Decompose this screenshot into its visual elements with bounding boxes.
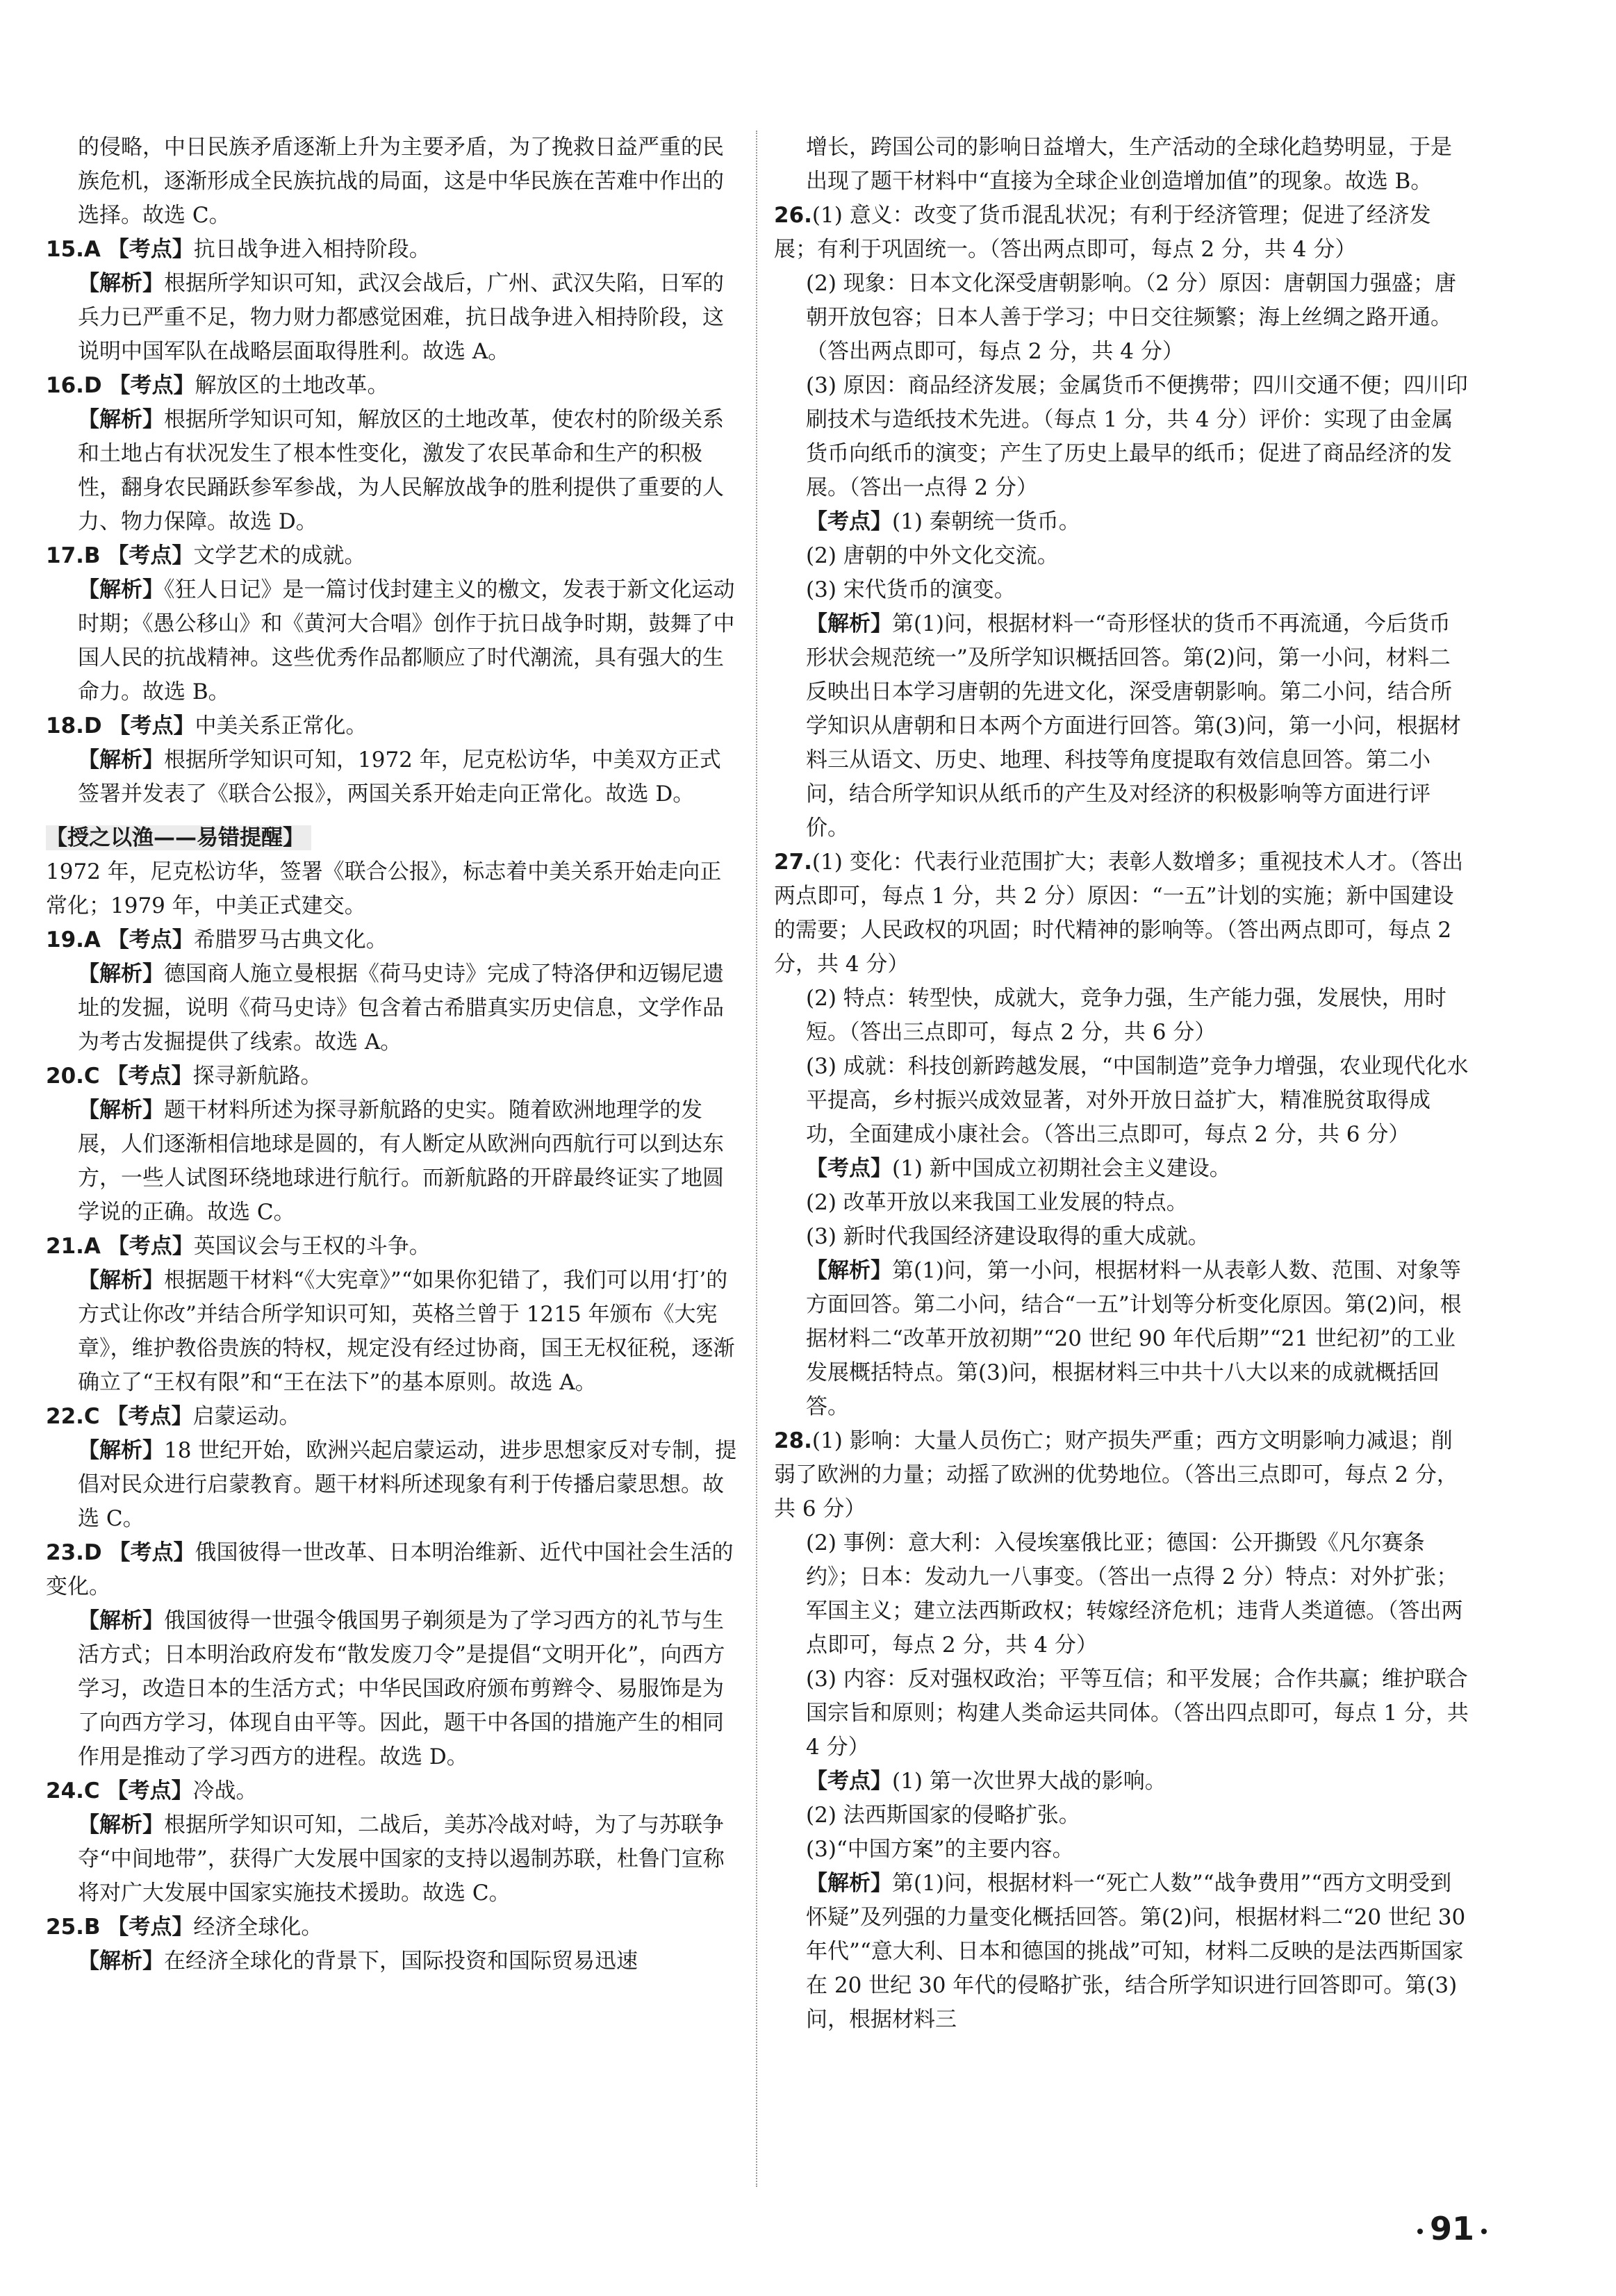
- kaodian-text: 中美关系正常化。: [195, 713, 368, 738]
- answer-number: 28.: [774, 1428, 812, 1453]
- kaodian-item: (2) 唐朝的中外文化交流。: [806, 543, 1059, 568]
- kaodian-label: 【考点】: [806, 1769, 892, 1794]
- jiexi-text: 俄国彼得一世强令俄国男子剃须是为了学习西方的礼节与生活方式；日本明治政府发布“散发废刀令”是提倡“文明开化”，向西方学习，改造日本的生活方式；中华民国政府颁布剪辫令、易服饰是为了向西方学习，体现自由平等。因此，题干中各国的措施产生的相同作用是推动了学习西方的进程。故选 D。: [78, 1608, 725, 1769]
- jiexi-label: 【解析】: [78, 1438, 164, 1463]
- answer-27: [774, 845, 1469, 1424]
- jiexi-text: 第(1)问，根据材料一“奇形怪状的货币不再流通，今后货币形状会规范统一”及所学知识概括回答。第(2)问，第一小问，材料二反映出日本学习唐朝的先进文化，深受唐朝影响。第二小问，结合所学知识从唐朝和日本两个方面进行回答。第(3)问，第一小问，根据材料三从语文、历史、地理、科技等角度提取有效信息回答。第二小问，结合所学知识从纸币的产生及对经济的积极影响等方面进行评价。: [806, 611, 1461, 841]
- kaodian-item: (2) 法西斯国家的侵略扩张。: [806, 1803, 1080, 1828]
- jiexi-label: 【解析】: [78, 1268, 164, 1293]
- answer-number: 15.A: [46, 237, 101, 262]
- answer-number: 16.D: [46, 373, 102, 398]
- jiexi-label: 【解析】: [806, 1258, 892, 1283]
- answer-20: [46, 1059, 741, 1230]
- jiexi-label: 【解析】: [806, 611, 892, 636]
- answer-number: 26.: [774, 203, 812, 228]
- answer-number: 17.B: [46, 543, 101, 568]
- kaodian-item: (1) 新中国成立初期社会主义建设。: [892, 1156, 1231, 1181]
- jiexi-label: 【解析】: [78, 1098, 164, 1123]
- error-tip-box: [46, 821, 741, 923]
- kaodian-text: 冷战。: [192, 1778, 258, 1803]
- right-column: [774, 131, 1469, 2037]
- jiexi-text: 根据所学知识可知，1972 年，尼克松访华，中美双方正式签署并发表了《联合公报》，两国关系开始走向正常化。故选 D。: [78, 748, 721, 807]
- answer-number: 21.A: [46, 1234, 101, 1259]
- kaodian-text: 希腊罗马古典文化。: [193, 927, 388, 952]
- jiexi-label: 【解析】: [78, 748, 164, 773]
- jiexi-label: 【解析】: [78, 271, 164, 296]
- kaodian-label: 【考点】: [107, 237, 194, 262]
- answer-part-1: (1) 变化：代表行业范围扩大；表彰人数增多；重视技术人才。（答出两点即可，每点 1 分，共 2 分）原因：“一五”计划的实施；新中国建设的需要；人民政权的巩固；时代精神的影响等。（答出两点即可，每点 2 分，共 4 分）: [774, 850, 1464, 977]
- kaodian-item: (1) 秦朝统一货币。: [892, 509, 1080, 534]
- answer-part-3: (3) 原因：商品经济发展；金属货币不便携带；四川交通不便；四川印刷技术与造纸技术先进。（每点 1 分，共 4 分）评价：实现了由金属货币向纸币的演变；产生了历史上最早的纸币；促进了商品经济的发展。（答出一点得 2 分）: [806, 373, 1468, 500]
- jiexi-text: 18 世纪开始，欧洲兴起启蒙运动，进步思想家反对专制，提倡对民众进行启蒙教育。题干材料所述现象有利于传播启蒙思想。故选 C。: [78, 1438, 737, 1531]
- jiexi-label: 【解析】: [78, 1812, 164, 1837]
- answer-17: [46, 539, 741, 709]
- answer-number: 23.D: [46, 1540, 102, 1565]
- kaodian-text: 俄国彼得一世改革、日本明治维新、近代中国社会生活的变化。: [46, 1540, 734, 1599]
- error-tip-text: 1972 年，尼克松访华，签署《联合公报》，标志着中美关系开始走向正常化；1979 年，中美正式建交。: [46, 859, 722, 918]
- kaodian-label: 【考点】: [107, 543, 194, 568]
- answer-part-2: (2) 现象：日本文化深受唐朝影响。（2 分）原因：唐朝国力强盛；唐朝开放包容；日本人善于学习；中日交往频繁；海上丝绸之路开通。（答出两点即可，每点 2 分，共 4 分）: [806, 271, 1456, 364]
- jiexi-text: 根据所学知识可知，二战后，美苏冷战对峙，为了与苏联争夺“中间地带”，获得广大发展中国家的支持以遏制苏联，杜鲁门宣称将对广大发展中国家实施技术援助。故选 C。: [78, 1812, 725, 1906]
- answer-part-1: (1) 影响：大量人员伤亡；财产损失严重；西方文明影响力减退；削弱了欧洲的力量；动摇了欧洲的优势地位。（答出三点即可，每点 2 分，共 6 分）: [774, 1428, 1458, 1521]
- answer-26: [774, 199, 1469, 845]
- jiexi-label: 【解析】: [78, 961, 164, 986]
- answer-number: 18.D: [46, 713, 102, 738]
- answer-19: [46, 923, 741, 1059]
- kaodian-label: 【考点】: [107, 927, 194, 952]
- kaodian-label: 【考点】: [107, 1915, 194, 1940]
- answer-number: 25.B: [46, 1915, 101, 1940]
- kaodian-item: (1) 第一次世界大战的影响。: [892, 1769, 1166, 1794]
- answer-23: [46, 1536, 741, 1774]
- kaodian-text: 文学艺术的成就。: [193, 543, 366, 568]
- answer-part-2: (2) 特点：转型快，成就大，竞争力强，生产能力强，发展快，用时短。（答出三点即可，每点 2 分，共 6 分）: [806, 986, 1446, 1045]
- kaodian-label: 【考点】: [806, 509, 892, 534]
- kaodian-label: 【考点】: [108, 1540, 195, 1565]
- jiexi-label: 【解析】: [78, 1608, 164, 1633]
- kaodian-label: 【考点】: [107, 1234, 194, 1259]
- column-divider: [756, 131, 757, 2187]
- jiexi-text: 在经济全球化的背景下，国际投资和国际贸易迅速: [164, 1949, 638, 1974]
- left-column: [46, 131, 741, 1979]
- kaodian-text: 解放区的土地改革。: [195, 373, 389, 398]
- answer-22: [46, 1400, 741, 1536]
- kaodian-label: 【考点】: [806, 1156, 892, 1181]
- intro-paragraph: 的侵略，中日民族矛盾逐渐上升为主要矛盾，为了挽救日益严重的民族危机，逐渐形成全民族抗战的局面，这是中华民族在苦难中作出的选择。故选 C。: [78, 135, 724, 228]
- error-tip-heading: 【授之以渔——易错提醒】: [46, 825, 311, 850]
- jiexi-label: 【解析】: [78, 1949, 164, 1974]
- jiexi-text: 根据所学知识可知，武汉会战后，广州、武汉失陷，日军的兵力已严重不足，物力财力都感觉困难，抗日战争进入相持阶段，这说明中国军队在战略层面取得胜利。故选 A。: [78, 271, 724, 364]
- kaodian-item: (2) 改革开放以来我国工业发展的特点。: [806, 1190, 1188, 1215]
- answer-24: [46, 1774, 741, 1910]
- jiexi-text: 根据题干材料“《大宪章》”“如果你犯错了，我们可以用‘打’的方式让你改”并结合所学知识可知，英格兰曾于 1215 年颁布《大宪章》，维护教俗贵族的特权，规定没有经过协商，国王无权征税，逐渐确立了“王权有限”和“王在法下”的基本原则。故选 A。: [78, 1268, 735, 1395]
- answer-number: 24.C: [46, 1778, 100, 1803]
- page-number: [1410, 2208, 1494, 2249]
- bullet-dot-icon: [1481, 2229, 1487, 2234]
- kaodian-label: 【考点】: [108, 373, 195, 398]
- jiexi-label: 【解析】: [78, 577, 164, 602]
- kaodian-text: 经济全球化。: [193, 1915, 323, 1940]
- kaodian-item: (3) 宋代货币的演变。: [806, 577, 1016, 602]
- kaodian-label: 【考点】: [108, 713, 195, 738]
- jiexi-text: 《狂人日记》是一篇讨伐封建主义的檄文，发表于新文化运动时期；《愚公移山》和《黄河大合唱》创作于抗日战争时期，鼓舞了中国人民的抗战精神。这些优秀作品都顺应了时代潮流，具有强大的生命力。故选 B。: [78, 577, 735, 704]
- jiexi-label: 【解析】: [806, 1871, 892, 1896]
- kaodian-item: (3) 新时代我国经济建设取得的重大成就。: [806, 1224, 1210, 1249]
- answer-25: [46, 1910, 741, 1979]
- bullet-dot-icon: [1417, 2229, 1423, 2234]
- answer-part-3: (3) 成就：科技创新跨越发展，“中国制造”竞争力增强，农业现代化水平提高，乡村振兴成效显著，对外开放日益扩大，精准脱贫取得成功，全面建成小康社会。（答出三点即可，每点 2 分，共 6 分）: [806, 1054, 1469, 1147]
- kaodian-text: 抗日战争进入相持阶段。: [193, 237, 431, 262]
- answer-21: [46, 1230, 741, 1400]
- kaodian-text: 英国议会与王权的斗争。: [193, 1234, 431, 1259]
- answer-number: 22.C: [46, 1404, 100, 1429]
- kaodian-item: (3)“中国方案”的主要内容。: [806, 1837, 1074, 1862]
- kaodian-text: 启蒙运动。: [192, 1404, 301, 1429]
- kaodian-label: 【考点】: [106, 1404, 193, 1429]
- answer-number: 27.: [774, 850, 812, 875]
- answer-part-1: (1) 意义：改变了货币混乱状况；有利于经济管理；促进了经济发展；有利于巩固统一。（答出两点即可，每点 2 分，共 4 分）: [774, 203, 1431, 262]
- answer-part-2: (2) 事例：意大利：入侵埃塞俄比亚；德国：公开撕毁《凡尔赛条约》；日本：发动九一八事变。（答出一点得 2 分）特点：对外扩张；军国主义；建立法西斯政权；转嫁经济危机；违背人类道德。（答出两点即可，每点 2 分，共 4 分）: [806, 1530, 1463, 1658]
- jiexi-text: 根据所学知识可知，解放区的土地改革，使农村的阶级关系和土地占有状况发生了根本性变化，激发了农民革命和生产的积极性，翻身农民踊跃参军参战，为人民解放战争的胜利提供了重要的人力、物力保障。故选 D。: [78, 407, 724, 534]
- jiexi-text: 题干材料所述为探寻新航路的史实。随着欧洲地理学的发展，人们逐渐相信地球是圆的，有人断定从欧洲向西航行可以到达东方，一些人试图环绕地球进行航行。而新航路的开辟最终证实了地圆学说的正确。故选 C。: [78, 1098, 724, 1225]
- page-number-text: 91: [1429, 2210, 1474, 2247]
- answer-18: [46, 709, 741, 811]
- jiexi-text: 第(1)问，第一小问，根据材料一从表彰人数、范围、对象等方面回答。第二小问，结合“一五”计划等分析变化原因。第(2)问，根据材料二“改革开放初期”“20 世纪 90 年代后期”“21 世纪初”的工业发展概括特点。第(3)问，根据材料三中共十八大以来的成就概括回答。: [806, 1258, 1462, 1419]
- answer-number: 19.A: [46, 927, 101, 952]
- answer-part-3: (3) 内容：反对强权政治；平等互信；和平发展；合作共赢；维护联合国宗旨和原则；构建人类命运共同体。（答出四点即可，每点 1 分，共 4 分）: [806, 1667, 1469, 1760]
- answer-number: 20.C: [46, 1064, 100, 1089]
- kaodian-text: 探寻新航路。: [192, 1064, 322, 1089]
- answer-25-continued: 增长，跨国公司的影响日益增大，生产活动的全球化趋势明显，于是出现了题干材料中“直接为全球企业创造增加值”的现象。故选 B。: [806, 135, 1452, 194]
- answer-16: [46, 369, 741, 539]
- answer-15: [46, 233, 741, 369]
- kaodian-label: 【考点】: [106, 1778, 193, 1803]
- kaodian-label: 【考点】: [106, 1064, 193, 1089]
- answer-28: [774, 1424, 1469, 2037]
- jiexi-text: 第(1)问，根据材料一“死亡人数”“战争费用”“西方文明受到怀疑”及列强的力量变化概括回答。第(2)问，根据材料二“20 世纪 30 年代”“意大利、日本和德国的挑战”可知，材料二反映的是法西斯国家在 20 世纪 30 年代的侵略扩张，结合所学知识进行回答即可。第(3)问，根据材料三: [806, 1871, 1466, 2032]
- jiexi-label: 【解析】: [78, 407, 164, 432]
- jiexi-text: 德国商人施立曼根据《荷马史诗》完成了特洛伊和迈锡尼遗址的发掘，说明《荷马史诗》包含着古希腊真实历史信息，文学作品为考古发掘提供了线索。故选 A。: [78, 961, 724, 1055]
